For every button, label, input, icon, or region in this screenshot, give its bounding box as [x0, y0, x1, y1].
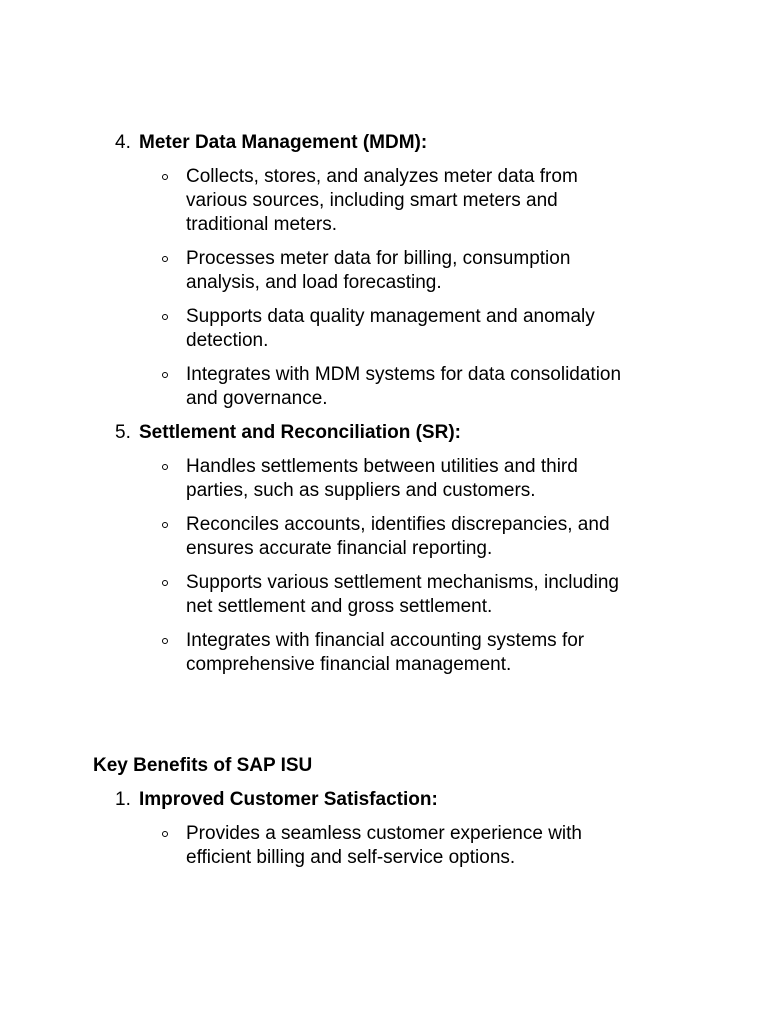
circle-bullet-icon — [162, 372, 168, 378]
list-item-customer-satisfaction — [115, 788, 768, 812]
item-title: Meter Data Management (MDM): — [139, 132, 428, 153]
bullet-item — [162, 455, 626, 503]
circle-bullet-icon — [162, 256, 168, 262]
bullet-text: Integrates with MDM systems for data consolidation and governance. — [186, 364, 622, 409]
item-title: Improved Customer Satisfaction: — [139, 789, 438, 810]
bullet-text: Collects, stores, and analyzes meter data from various sources, including smart meters and traditional meters. — [186, 166, 578, 235]
bullet-item — [162, 513, 626, 561]
bullet-item — [162, 363, 626, 411]
bullet-text: Processes meter data for billing, consumption analysis, and load forecasting. — [186, 248, 571, 293]
bullet-item — [162, 822, 626, 870]
bullet-item — [162, 165, 626, 237]
item-number: 4. — [115, 132, 131, 153]
bullet-text: Reconciles accounts, identifies discrepancies, and ensures accurate financial reporting. — [186, 514, 610, 559]
bullet-text: Supports data quality management and anomaly detection. — [186, 306, 595, 351]
bullet-text: Integrates with financial accounting systems for comprehensive financial management. — [186, 630, 585, 675]
item-title: Settlement and Reconciliation (SR): — [139, 422, 461, 443]
section-heading: Key Benefits of SAP ISU — [93, 755, 313, 776]
bullet-item — [162, 571, 626, 619]
bullet-item — [162, 629, 626, 677]
circle-bullet-icon — [162, 314, 168, 320]
list-item-mdm — [115, 131, 768, 155]
circle-bullet-icon — [162, 638, 168, 644]
circle-bullet-icon — [162, 522, 168, 528]
bullet-text: Handles settlements between utilities and third parties, such as suppliers and customers. — [186, 456, 578, 501]
circle-bullet-icon — [162, 174, 168, 180]
bullet-item — [162, 305, 626, 353]
circle-bullet-icon — [162, 831, 168, 837]
item-number: 5. — [115, 422, 131, 443]
bullet-item — [162, 247, 626, 295]
circle-bullet-icon — [162, 580, 168, 586]
services-list — [0, 131, 768, 687]
benefits-list — [0, 788, 768, 880]
bullet-text: Provides a seamless customer experience with efficient billing and self-service options. — [186, 823, 583, 868]
item-number: 1. — [115, 789, 131, 810]
list-item-sr — [115, 421, 768, 445]
bullet-text: Supports various settlement mechanisms, including net settlement and gross settlement. — [186, 572, 619, 617]
circle-bullet-icon — [162, 464, 168, 470]
